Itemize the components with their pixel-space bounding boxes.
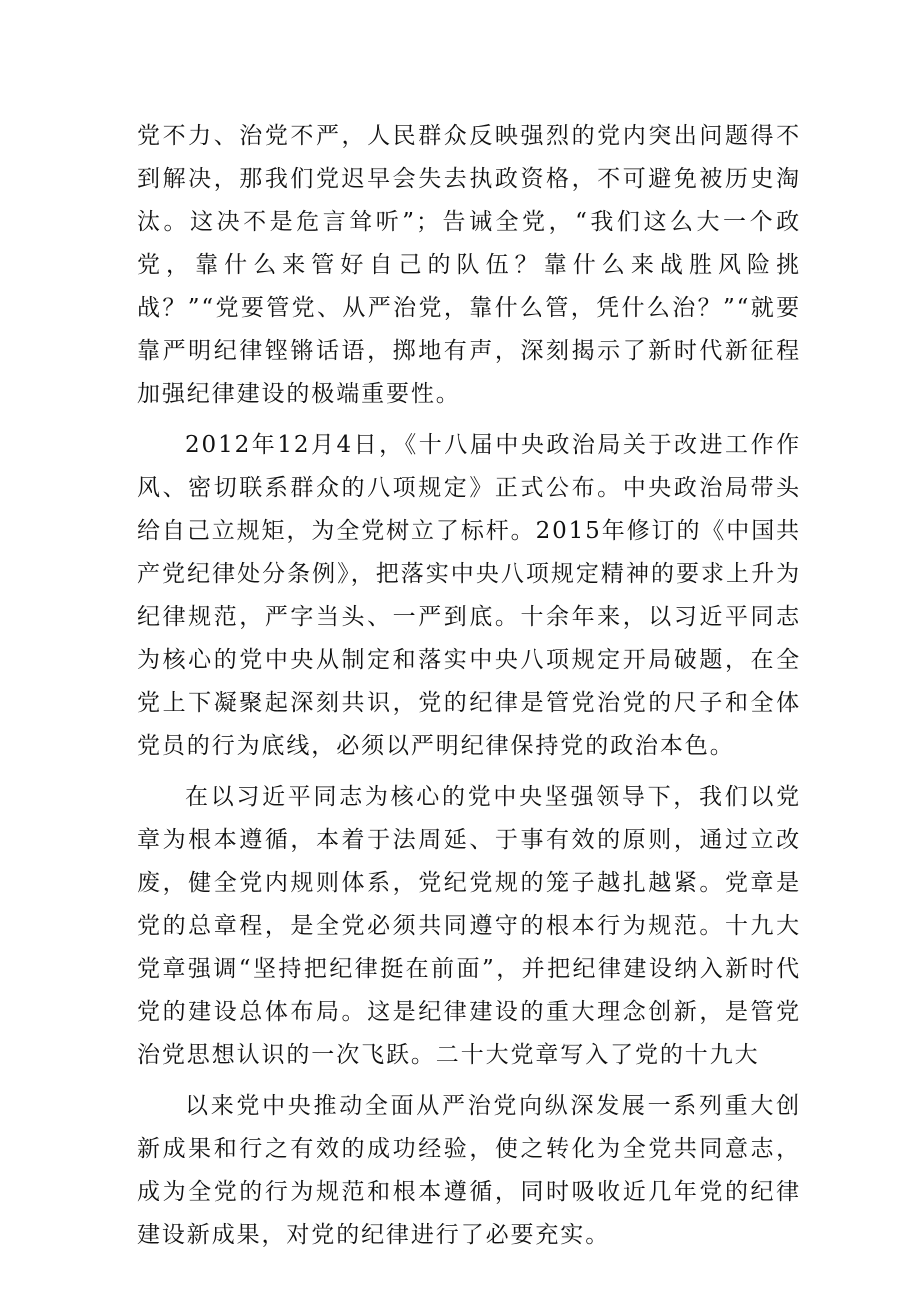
paragraph-4: 以来党中央推动全面从严治党向纵深发展一系列重大创新成果和行之有效的成功经验，使之转化为全党共同意志，成为全党的行为规范和根本遵循，同时吸收近几年党的纪律建设新成果，对党的纪律进行了必要充实。 bbox=[137, 1093, 801, 1248]
paragraph-1: 党不力、治党不严，人民群众反映强烈的党内突出问题得不到解决，那我们党迟早会失去执政资格，不可避免被历史淘汰。这决不是危言耸听”；告诫全党，“我们这么大一个政党，靠什么来管好自己的队伍？靠什么来战胜风险挑战？”“党要管党、从严治党，靠什么管，凭什么治？”“就要靠严明纪律铿锵话语，掷地有声，深刻揭示了新时代新征程加强纪律建设的极端重要性。 bbox=[137, 123, 801, 407]
paragraph-3: 在以习近平同志为核心的党中央坚强领导下，我们以党章为根本遵循，本着于法周延、于事有效的原则，通过立改废，健全党内规则体系，党纪党规的笼子越扎越紧。党章是党的总章程，是全党必须共同遵守的根本行为规范。十九大党章强调“坚持把纪律挺在前面”，并把纪律建设纳入新时代党的建设总体布局。这是纪律建设的重大理念创新，是管党治党思想认识的一次飞跃。二十大党章写入了党的十九大 bbox=[137, 784, 801, 1068]
paragraph-2: 2012年12月4日，《十八届中央政治局关于改进工作作风、密切联系群众的八项规定》正式公布。中央政治局带头给自己立规矩，为全党树立了标杆。2015年修订的《中国共产党纪律处分条例》，把落实中央八项规定精神的要求上升为纪律规范，严字当头、一严到底。十余年来，以习近平同志为核心的党中央从制定和落实中央八项规定开局破题，在全党上下凝聚起深刻共识，党的纪律是管党治党的尺子和全体党员的行为底线，必须以严明纪律保持党的政治本色。 bbox=[137, 432, 801, 759]
document-body bbox=[137, 115, 801, 1257]
